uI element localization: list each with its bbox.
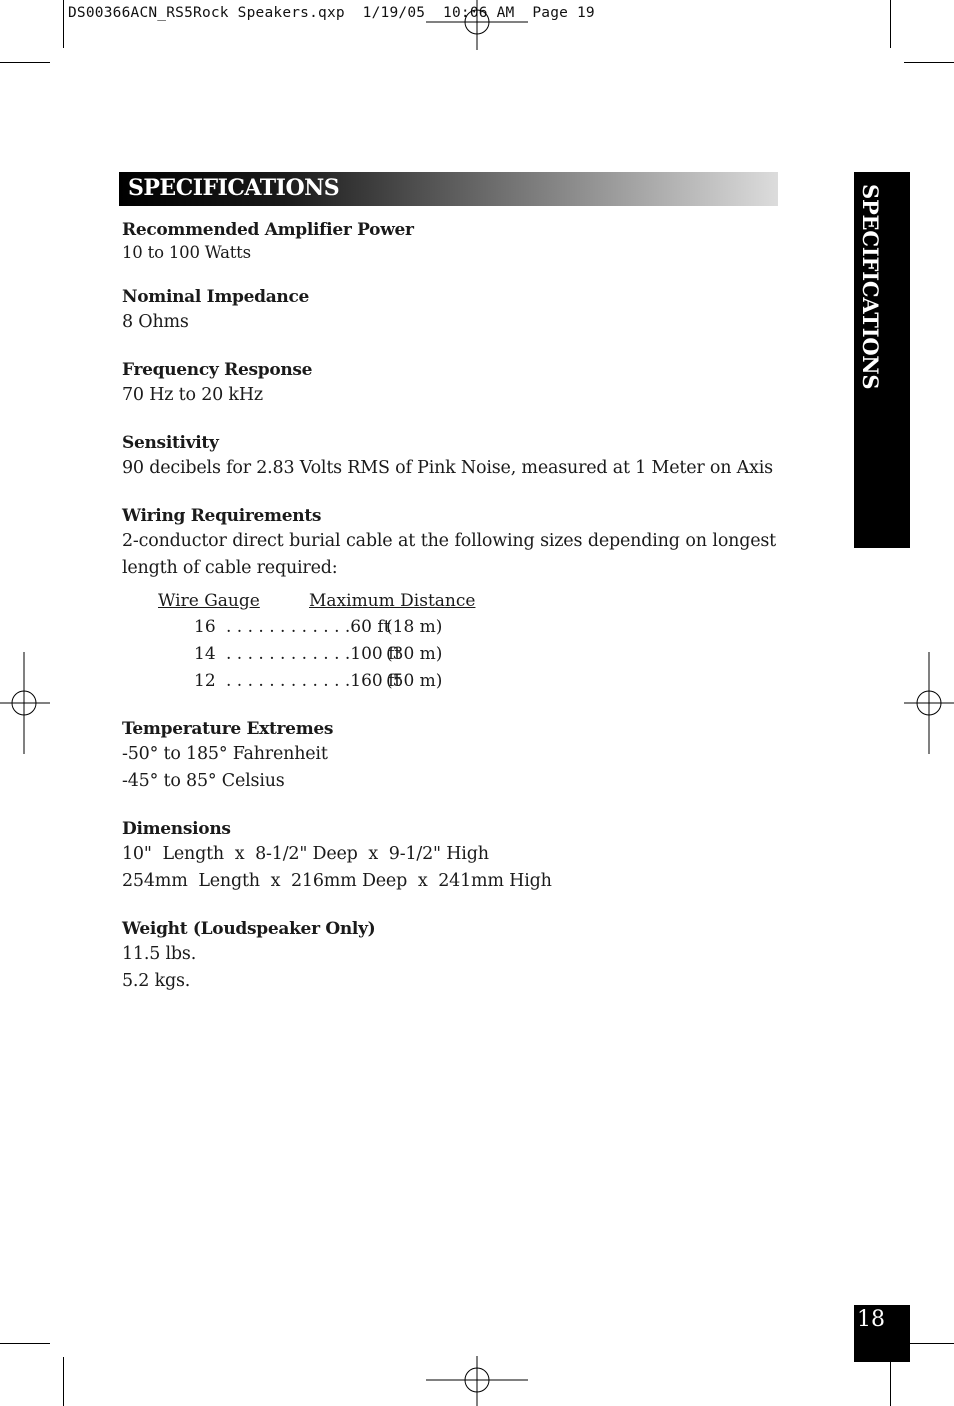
spec-dimensions — [122, 817, 776, 895]
metric-cell: (30 m) — [386, 644, 443, 664]
page-title: SPECIFICATIONS — [128, 175, 340, 201]
crop-mark — [63, 1357, 64, 1406]
spec-amplifier-power — [122, 218, 776, 263]
registration-mark-top — [426, 0, 528, 50]
spec-label: Wiring Requirements — [122, 506, 322, 526]
distance-cell: . . . . . . . . . . . .60 ft — [226, 617, 391, 637]
page-number: 18 — [857, 1307, 885, 1332]
spec-value: 2-conductor direct burial cable at the following sizes depending on longest length of cable required: — [122, 531, 776, 578]
spec-value: 90 decibels for 2.83 Volts RMS of Pink Noise, measured at 1 Meter on Axis — [122, 458, 773, 478]
spec-value: -45° to 85° Celsius — [122, 771, 285, 791]
gauge-cell: 14 — [194, 644, 216, 664]
spec-label: Recommended Amplifier Power — [122, 220, 414, 240]
spec-frequency-response — [122, 358, 776, 409]
specifications-content — [122, 218, 776, 1017]
spec-sensitivity — [122, 431, 776, 482]
spec-nominal-impedance — [122, 285, 776, 336]
spec-label: Nominal Impedance — [122, 287, 310, 307]
spec-value: 70 Hz to 20 kHz — [122, 385, 263, 405]
crop-mark — [904, 1343, 954, 1344]
crop-mark — [0, 1343, 50, 1344]
spec-label: Frequency Response — [122, 360, 313, 380]
registration-mark-left — [0, 652, 50, 754]
wire-gauge-table — [158, 588, 776, 695]
crop-mark — [63, 0, 64, 48]
registration-mark-bottom — [426, 1356, 528, 1406]
crop-mark — [890, 0, 891, 48]
distance-cell: . . . . . . . . . . . .160 ft — [226, 671, 402, 691]
metric-cell: (18 m) — [386, 617, 443, 637]
section-title-bar — [119, 172, 778, 206]
spec-value: 254mm Length x 216mm Deep x 241mm High — [122, 871, 552, 891]
gauge-cell: 16 — [194, 617, 216, 637]
spec-value: 5.2 kgs. — [122, 971, 191, 991]
page-number-box — [854, 1305, 910, 1362]
spec-label: Temperature Extremes — [122, 719, 334, 739]
spec-wiring-requirements — [122, 504, 776, 695]
column-header-maximum-distance: Maximum Distance — [309, 591, 476, 611]
wire-table-header — [158, 588, 776, 614]
spec-value: 8 Ohms — [122, 312, 189, 332]
spec-label: Weight (Loudspeaker Only) — [122, 919, 376, 939]
spec-value: -50° to 185° Fahrenheit — [122, 744, 328, 764]
spec-value: 11.5 lbs. — [122, 944, 197, 964]
print-slug: DS00366ACN_RS5Rock Speakers.qxp 1/19/05 10:06 AM Page 19 — [68, 5, 595, 21]
spec-weight — [122, 917, 776, 995]
crop-mark — [890, 1357, 891, 1406]
metric-cell: (50 m) — [386, 671, 443, 691]
table-row — [158, 614, 776, 641]
spec-temperature-extremes — [122, 717, 776, 795]
gauge-cell: 12 — [194, 671, 216, 691]
table-row — [158, 668, 776, 695]
spec-value: 10 to 100 Watts — [122, 243, 251, 262]
column-header-wire-gauge: Wire Gauge — [158, 591, 260, 611]
spec-value: 10" Length x 8-1/2" Deep x 9-1/2" High — [122, 844, 489, 864]
table-row — [158, 641, 776, 668]
crop-mark — [904, 62, 954, 63]
spec-label: Sensitivity — [122, 433, 219, 453]
spec-label: Dimensions — [122, 819, 231, 839]
side-tab — [854, 172, 910, 548]
crop-mark — [0, 62, 50, 63]
side-tab-label: SPECIFICATIONS — [858, 184, 883, 390]
distance-cell: . . . . . . . . . . . .100 ft — [226, 644, 402, 664]
registration-mark-right — [904, 652, 954, 754]
